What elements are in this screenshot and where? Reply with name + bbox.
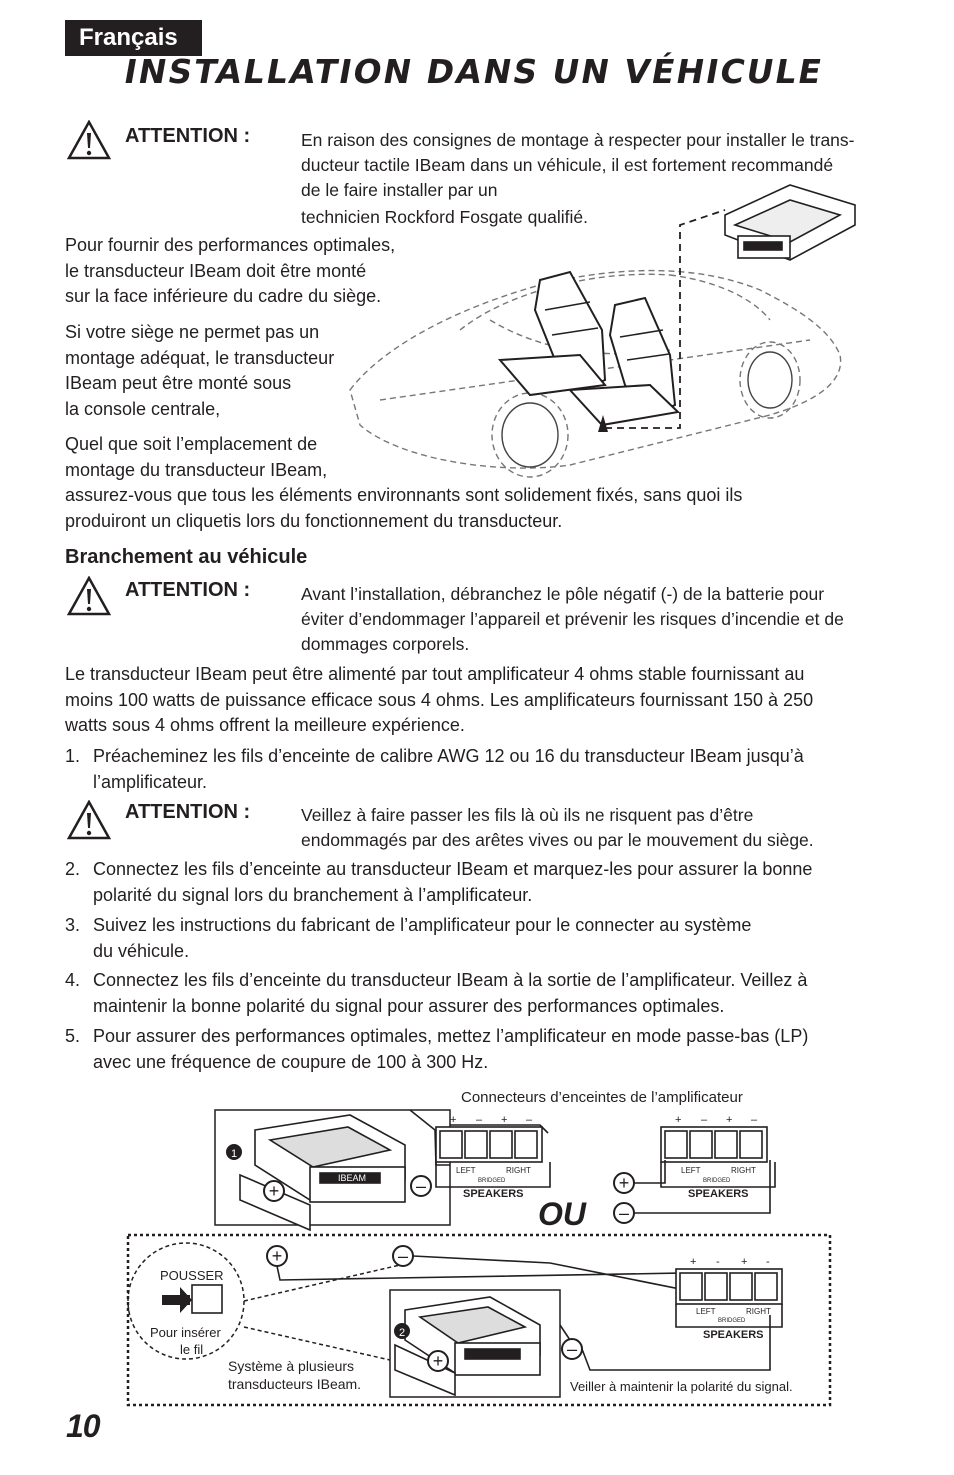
svg-text:BRIDGED: BRIDGED xyxy=(478,1178,506,1184)
svg-text:–: – xyxy=(476,1114,483,1126)
svg-text:–: – xyxy=(701,1114,708,1126)
svg-text:BRIDGED: BRIDGED xyxy=(703,1178,731,1184)
minus-sign: – xyxy=(415,1176,427,1196)
step-item: 3. Suivez les instructions du fabricant de l’amplificateur pour le connecter au système du véhicule. xyxy=(65,915,752,961)
svg-text:SPEAKERS: SPEAKERS xyxy=(688,1188,749,1200)
step-item: 4. Connectez les fils d’enceinte du transducteur IBeam à la sortie de l’amplificateur. Veillez à maintenir la bonne polarité du signal pour assurer des performances optimales. xyxy=(65,970,808,1016)
wiring-diagram xyxy=(120,1105,840,1410)
svg-text:–: – xyxy=(526,1114,533,1126)
plus-sign: + xyxy=(268,1181,280,1201)
warning-icon xyxy=(67,800,111,840)
svg-text:+: + xyxy=(690,1256,697,1268)
svg-text:LEFT: LEFT xyxy=(681,1166,701,1175)
warning-icon xyxy=(67,120,111,160)
multi-system-label: transducteurs IBeam. xyxy=(228,1376,362,1392)
svg-text:–: – xyxy=(397,1246,409,1266)
marker-2: 2 xyxy=(398,1327,406,1339)
transducer-brand: IBEAM xyxy=(338,1173,367,1183)
marker-1: 1 xyxy=(230,1148,238,1160)
svg-text:+: + xyxy=(675,1114,682,1126)
svg-text:–: – xyxy=(618,1203,630,1223)
step-item: 1. Préacheminez les fils d’enceinte de calibre AWG 12 ou 16 du transducteur IBeam jusqu’à l’amplificateur. xyxy=(65,746,804,792)
svg-text:+: + xyxy=(432,1351,444,1371)
attention-text: Avant l’installation, débranchez le pôle négatif (-) de la batterie pour éviter d’endommager l’appareil et prévenir les risques d’incendie et de dommages corporels. xyxy=(301,584,844,654)
attention-label: ATTENTION : xyxy=(125,579,251,601)
svg-text:+: + xyxy=(271,1246,283,1266)
attention-label: ATTENTION : xyxy=(125,801,251,823)
attention-label: ATTENTION : xyxy=(125,125,251,147)
insert-label: le fil xyxy=(180,1342,204,1357)
svg-text:RIGHT: RIGHT xyxy=(731,1166,756,1175)
polarity-note: Veiller à maintenir la polarité du signal. xyxy=(570,1379,793,1394)
svg-text:+: + xyxy=(726,1114,733,1126)
svg-text:-: - xyxy=(766,1256,770,1268)
intro-paragraph-1: Pour fournir des performances optimales, le transducteur IBeam doit être monté sur la face inférieure du cadre du siège. xyxy=(65,235,396,306)
svg-text:+: + xyxy=(618,1173,630,1193)
svg-text:–: – xyxy=(566,1339,578,1359)
svg-text:LEFT: LEFT xyxy=(456,1166,476,1175)
insert-label: Pour insérer xyxy=(150,1325,221,1340)
svg-text:+: + xyxy=(501,1114,508,1126)
svg-text:–: – xyxy=(751,1114,758,1126)
step-item: 2. Connectez les fils d’enceinte au transducteur IBeam et marquez-les pour assurer la bonne polarité du signal lors du branchement à l’amplificateur. xyxy=(65,859,813,905)
intro-paragraph-3: Quel que soit l’emplacement de montage du transducteur IBeam, assurez-vous que tous les éléments environnants sont solidement fixés, sans quoi ils produiront un cliquetis lors du fonctionnement du transducteur. xyxy=(65,434,743,531)
step-item: 5. Pour assurer des performances optimales, mettez l’amplificateur en mode passe-bas (LP) avec une fréquence de coupure de 100 à 300 Hz. xyxy=(65,1026,809,1072)
page-number: 10 xyxy=(66,1408,100,1444)
svg-text:RIGHT: RIGHT xyxy=(746,1307,771,1316)
or-label: OU xyxy=(538,1196,586,1232)
svg-text:RIGHT: RIGHT xyxy=(506,1166,531,1175)
svg-text:+: + xyxy=(741,1256,748,1268)
svg-text:+: + xyxy=(450,1114,457,1126)
amplifier-connectors-caption: Connecteurs d’enceintes de l’amplificateur xyxy=(461,1089,743,1106)
page-title: INSTALLATION DANS UN VÉHICULE xyxy=(121,52,827,91)
section-heading: Branchement au véhicule xyxy=(65,546,308,568)
svg-text:-: - xyxy=(716,1256,720,1268)
intro-paragraph-2: Si votre siège ne permet pas un montage adéquat, le transducteur IBeam peut être monté sous la console centrale, xyxy=(65,322,335,419)
attention-text: En raison des consignes de montage à respecter pour installer le trans- ducteur tactile IBeam dans un véhicule, il est fortement recommandé de le faire installer par un technicien Rockford Fosgate qualifié. xyxy=(301,130,855,227)
section-intro: Le transducteur IBeam peut être alimenté par tout amplificateur 4 ohms stable fournissant au moins 100 watts de puissance efficace sous 4 ohms. Les amplificateurs fournissant 150 à 250 watts sous 4 ohms offrent la meilleure expérience. xyxy=(65,664,814,735)
svg-text:SPEAKERS: SPEAKERS xyxy=(703,1329,764,1341)
push-label: POUSSER xyxy=(160,1268,224,1283)
warning-icon xyxy=(67,576,111,616)
attention-text: Veillez à faire passer les fils là où ils ne risquent pas d’être endommagés par des arêtes vives ou par le mouvement du siège. xyxy=(301,805,814,850)
car-seat-illustration xyxy=(340,180,860,480)
svg-text:SPEAKERS: SPEAKERS xyxy=(463,1188,524,1200)
language-tab: Français xyxy=(65,20,202,56)
svg-text:LEFT: LEFT xyxy=(696,1307,716,1316)
svg-text:BRIDGED: BRIDGED xyxy=(718,1318,746,1324)
multi-system-label: Système à plusieurs xyxy=(228,1358,355,1374)
